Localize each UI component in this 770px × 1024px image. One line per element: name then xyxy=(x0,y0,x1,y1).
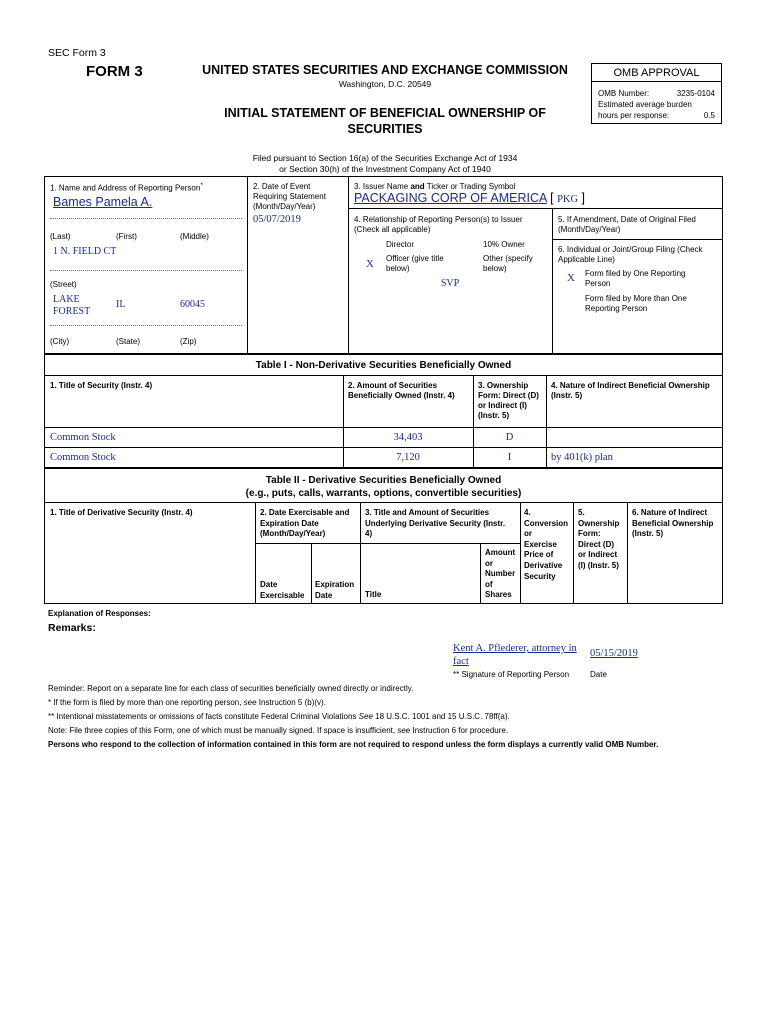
note1-see: see xyxy=(243,698,257,707)
table2-col-conversion-line2: Conversion xyxy=(524,518,569,528)
table2-col-underlying-line2: Underlying Derivative Security (Instr. xyxy=(365,518,506,528)
other-option-line1: Other (specify xyxy=(483,254,533,263)
table1-col-amount xyxy=(348,381,455,401)
event-date-value: 05/07/2019 xyxy=(253,214,301,225)
form-title-line1: INITIAL STATEMENT OF BENEFICIAL OWNERSHIP OF xyxy=(224,106,546,120)
table-row-2-amount: 7,120 xyxy=(396,452,420,463)
signature-name-line2: fact xyxy=(453,656,469,667)
table2-col-dates-line2: Expiration Date xyxy=(260,518,319,528)
signature-name-line1: Kent A. Pflederer, attorney in xyxy=(453,643,577,654)
ticker-symbol: PKG xyxy=(557,194,579,205)
table2-sub-title: Title xyxy=(365,590,382,599)
table2-col-underlying-line1: 3. Title and Amount of Securities xyxy=(365,508,490,517)
table2-col-underlying-line3: 4) xyxy=(365,529,373,538)
table2-col-underlying xyxy=(365,508,505,540)
table2-col-ownership-line5: or Indirect xyxy=(578,550,618,560)
issuer-name-link[interactable]: PACKAGING CORP OF AMERICA xyxy=(354,191,547,205)
table2-sub-date-ex-line1: Date xyxy=(260,580,278,589)
sec-form-label: SEC Form 3 xyxy=(48,47,106,59)
box1-star: * xyxy=(200,182,203,189)
remarks-label: Remarks: xyxy=(48,622,96,634)
table1-col-nature-line1: 4. Nature of Indirect Beneficial Ownership xyxy=(551,381,710,390)
table1-title: Table I - Non-Derivative Securities Beneficially Owned xyxy=(255,360,512,371)
table2-title-line2: (e.g., puts, calls, warrants, options, convertible securities) xyxy=(245,488,522,499)
last-label: (Last) xyxy=(50,232,71,241)
box2-label-line3: (Month/Day/Year) xyxy=(253,202,316,211)
box2-label xyxy=(253,182,326,212)
more-person-line2: Reporting Person xyxy=(585,304,648,313)
box6-label-line2: Applicable Line) xyxy=(558,255,615,264)
table-row-2-nature: by 401(k) plan xyxy=(551,452,613,463)
table-row-2-title: Common Stock xyxy=(50,452,116,463)
table1-col-ownership xyxy=(478,381,539,421)
table2-sub-amt-line2: or xyxy=(485,558,493,568)
omb-number-value: 3235-0104 xyxy=(676,89,715,98)
more-than-one-person-option[interactable] xyxy=(585,294,687,314)
note1-post: Instruction 5 (b)(v). xyxy=(256,698,326,707)
table2-col-conversion-line5: Price of xyxy=(524,550,554,560)
one-person-line2: Person xyxy=(585,279,611,288)
state-value: IL xyxy=(116,299,126,310)
note2-pre: ** Intentional misstatements or omissions of facts constitute Federal Criminal Violations xyxy=(48,712,359,721)
table1-col-ownership-line1: 3. Ownership xyxy=(478,381,529,390)
table2-col-ownership-line6: (I) (Instr. 5) xyxy=(578,560,619,570)
table-row-2-form: I xyxy=(507,452,512,463)
box2-label-line2: Requiring Statement xyxy=(253,192,326,201)
box4-label-line2: (Check all applicable) xyxy=(354,225,431,234)
reporting-person-name[interactable]: Bames Pamela A. xyxy=(53,195,153,209)
box2-label-line1: 2. Date of Event xyxy=(253,182,311,191)
table2-sub-date-ex-line2: Exercisable xyxy=(260,590,305,600)
form-title xyxy=(170,105,600,137)
box1-label-text: 1. Name and Address of Reporting Person xyxy=(50,183,201,193)
director-option[interactable]: Director xyxy=(386,240,415,249)
note2-post: 18 U.S.C. 1001 and 15 U.S.C. 78ff(a). xyxy=(372,712,510,721)
box1-label xyxy=(50,182,203,193)
table2-sub-expiration xyxy=(315,580,354,601)
table2-col-title: 1. Title of Derivative Security (Instr. 4) xyxy=(50,508,193,517)
reminder-text: Reminder: Report on a separate line for each class of securities beneficially owned directly or indirectly. xyxy=(48,684,414,693)
box6-label xyxy=(558,245,703,265)
one-reporting-person-option[interactable] xyxy=(585,269,686,289)
table2-col-ownership-line1: 5. xyxy=(578,508,585,517)
table2-sub-amt-line4: of xyxy=(485,579,493,589)
note-copies xyxy=(48,726,508,735)
table2-col-dates-line3: (Month/Day/Year) xyxy=(260,529,326,538)
table1-col-ownership-line2: Form: Direct (D) xyxy=(478,391,539,400)
filed-pursuant-line1: Filed pursuant to Section 16(a) of the Securities Exchange Act of 1934 xyxy=(252,153,518,163)
one-person-line1: Form filed by One Reporting xyxy=(585,269,686,278)
street-value: 1 N. FIELD CT xyxy=(53,246,117,257)
table1-col-title: 1. Title of Security (Instr. 4) xyxy=(50,381,153,390)
table2-col-nature-line3: (Instr. 5) xyxy=(632,529,664,538)
commission-location: Washington, D.C. 20549 xyxy=(338,79,432,89)
table1-col-amount-line1: 2. Amount of Securities xyxy=(348,381,438,390)
table1 xyxy=(44,354,723,468)
state-label: (State) xyxy=(116,337,141,346)
note3-pre: Note: File three copies of this Form, one of which must be manually signed. If space is insufficient, xyxy=(48,726,398,735)
issuer-line xyxy=(354,191,585,205)
table1-col-ownership-line3: or Indirect (I) xyxy=(478,401,527,410)
table2-col-ownership xyxy=(578,508,619,572)
table2-sub-exp-line2: Date xyxy=(315,590,333,600)
note-multiple-persons xyxy=(48,698,326,707)
box3-label-pre: 3. Issuer Name xyxy=(354,182,411,191)
omb-number-label: OMB Number: xyxy=(598,89,650,98)
filed-pursuant-line2: or Section 30(h) of the Investment Company Act of 1940 xyxy=(279,164,491,174)
box4-label xyxy=(354,215,523,235)
ticker-bracket-close: ] xyxy=(578,191,586,205)
signature-date-value: 05/15/2019 xyxy=(590,648,638,659)
other-option[interactable] xyxy=(483,254,533,274)
officer-option-line1: Officer (give title xyxy=(386,254,444,263)
one-person-check-mark: X xyxy=(567,272,575,284)
table2-sub-amt-line3: Number xyxy=(485,569,516,579)
box6-label-line1: 6. Individual or Joint/Group Filing (Check xyxy=(558,245,703,254)
middle-label: (Middle) xyxy=(180,232,209,241)
officer-check-mark: X xyxy=(366,258,374,270)
signature-label: ** Signature of Reporting Person xyxy=(453,670,570,679)
table2-col-nature-line2: Beneficial Ownership xyxy=(632,518,714,528)
table2-title xyxy=(44,474,723,500)
city-value-line1: LAKE xyxy=(53,294,80,305)
table2-col-conversion-line4: Exercise xyxy=(524,539,557,549)
table2-sub-amount xyxy=(485,548,515,601)
table2-col-nature-line1: 6. Nature of Indirect xyxy=(632,508,708,517)
table2-col-conversion-line7: Security xyxy=(524,571,556,581)
form-title-line2: SECURITIES xyxy=(347,122,423,136)
box5-label-line1: 5. If Amendment, Date of Original Filed xyxy=(558,215,696,224)
table2-sub-exp-line1: Expiration xyxy=(315,580,355,589)
table1-col-ownership-line4: (Instr. 5) xyxy=(478,411,510,420)
table2-col-conversion-line6: Derivative xyxy=(524,560,563,570)
ten-percent-owner-option[interactable]: 10% Owner xyxy=(483,240,525,249)
box3-label-post: Ticker or Trading Symbol xyxy=(424,182,516,191)
note2-see: See xyxy=(358,712,373,721)
table2-title-line1: Table II - Derivative Securities Beneficially Owned xyxy=(265,475,502,486)
ticker-bracket-open: [ xyxy=(546,191,558,205)
signature-name-link[interactable] xyxy=(453,642,577,668)
note-misstatements xyxy=(48,712,510,721)
officer-title-value: SVP xyxy=(440,278,460,289)
omb-approval-box xyxy=(591,63,722,124)
table2-col-dates xyxy=(260,508,349,540)
table2-col-ownership-line3: Form: xyxy=(578,529,601,539)
table2-col-conversion-line3: or xyxy=(524,529,532,539)
officer-option[interactable] xyxy=(386,254,444,274)
table2-sub-amt-line1: Amount xyxy=(485,548,516,557)
table2-col-dates-line1: 2. Date Exercisable and xyxy=(260,508,350,517)
first-label: (First) xyxy=(116,232,137,241)
officer-option-line2: below) xyxy=(386,264,410,273)
note3-post: Instruction 6 for procedure. xyxy=(410,726,509,735)
other-option-line2: below) xyxy=(483,264,507,273)
note3-see: see xyxy=(397,726,411,735)
filed-pursuant xyxy=(170,153,600,175)
omb-hours-value: 0.5 xyxy=(703,111,715,120)
zip-value: 60045 xyxy=(180,299,205,310)
date-label: Date xyxy=(590,670,607,679)
table2-col-conversion-line1: 4. xyxy=(524,508,531,517)
table1-col-amount-line2: Beneficially Owned (Instr. 4) xyxy=(348,391,455,400)
table2-col-conversion xyxy=(524,508,568,582)
omb-hours-label: hours per response: xyxy=(598,111,670,120)
table2-col-nature xyxy=(632,508,713,540)
omb-title: OMB APPROVAL xyxy=(592,64,721,82)
table-row-1-amount: 34,403 xyxy=(393,432,423,443)
city-label: (City) xyxy=(50,337,70,346)
table2-col-ownership-line4: Direct (D) xyxy=(578,539,615,549)
omb-burden-label: Estimated average burden xyxy=(598,100,692,109)
box3-label xyxy=(354,182,515,191)
commission-title: UNITED STATES SECURITIES AND EXCHANGE COMMISSION xyxy=(202,63,568,77)
more-person-line1: Form filed by More than One xyxy=(585,294,687,303)
street-label: (Street) xyxy=(50,280,77,289)
table1-col-nature-line2: (Instr. 5) xyxy=(551,391,583,400)
explanation-label: Explanation of Responses: xyxy=(48,609,151,618)
table2-sub-amt-line5: Shares xyxy=(485,590,512,600)
table1-col-nature xyxy=(551,381,710,401)
box5-label xyxy=(558,215,696,235)
form-number: FORM 3 xyxy=(86,63,143,80)
zip-label: (Zip) xyxy=(180,337,197,346)
table2-col-ownership-line2: Ownership xyxy=(578,518,620,528)
box5-label-line2: (Month/Day/Year) xyxy=(558,225,621,234)
note1-pre: * If the form is filed by more than one reporting person, xyxy=(48,698,244,707)
city-value-line2: FOREST xyxy=(53,306,91,317)
table2-sub-date-exercisable xyxy=(260,580,304,601)
box4-label-line1: 4. Relationship of Reporting Person(s) to Issuer xyxy=(354,215,523,224)
table-row-1-title: Common Stock xyxy=(50,432,116,443)
persons-respond-note: Persons who respond to the collection of information contained in this form are not required to respond unless the form displays a currently valid OMB Number. xyxy=(48,740,659,749)
table-row-1-form: D xyxy=(505,432,514,443)
city-value xyxy=(53,294,90,318)
box3-label-and: and xyxy=(410,182,425,191)
